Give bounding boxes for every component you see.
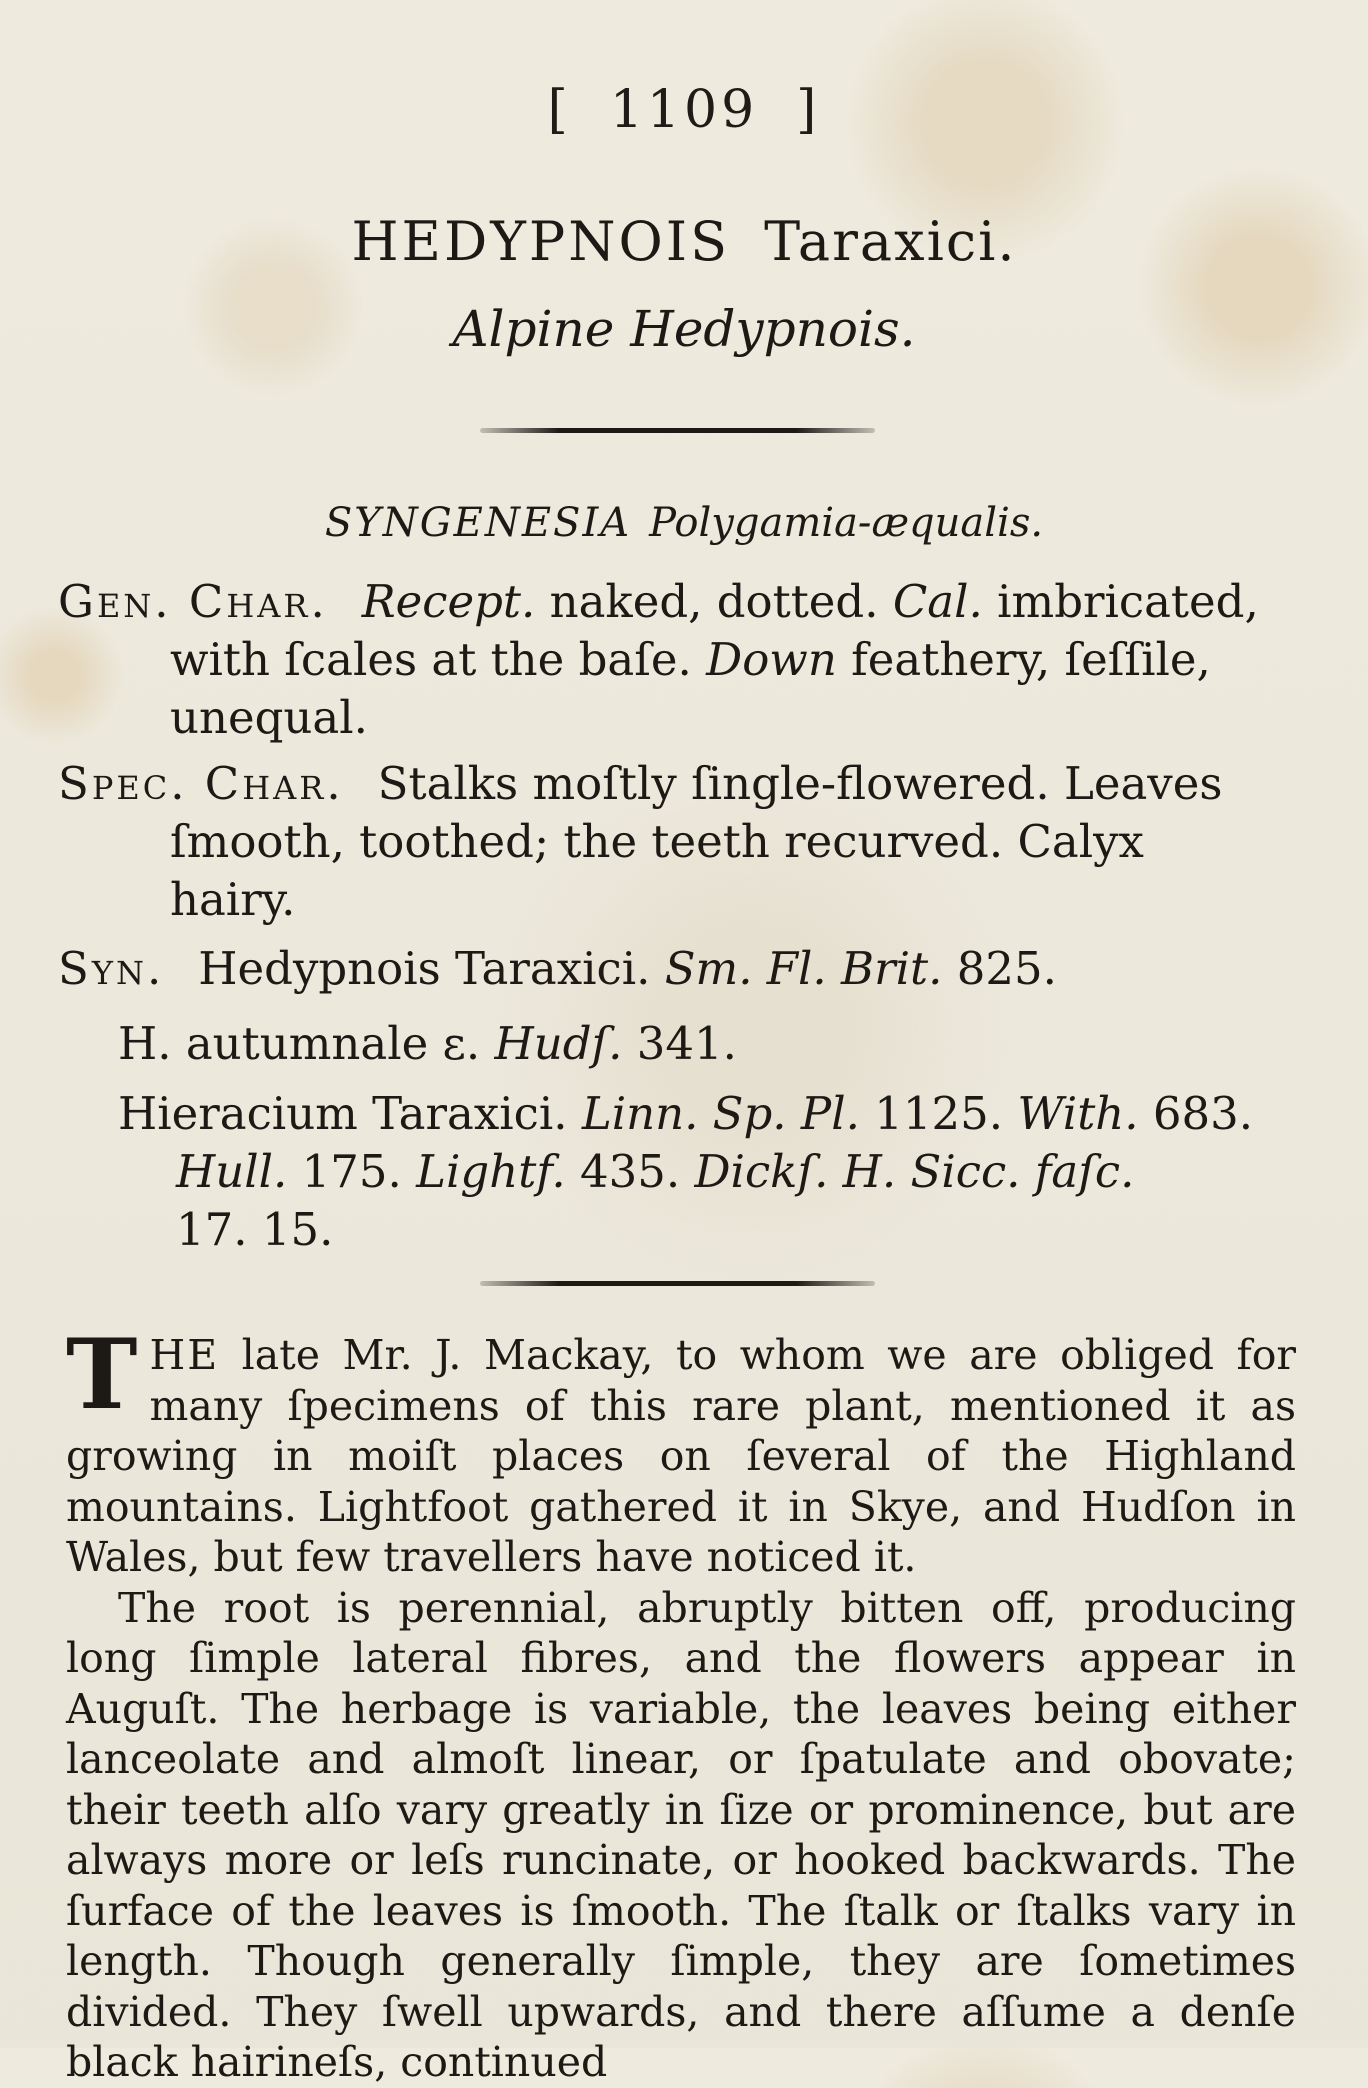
gen-char-text: Cal.: [892, 575, 983, 628]
paragraph: The root is perennial, abruptly bitten off, producing long ſimple lateral fibres, and the flowers appear in Auguſt. The herbage is variable, the leaves being either lanceolate and almoſt linear, or ſpatulate and obovate; their teeth alſo vary greatly in ſize or prominence, but are always more or leſs runcinate, or hooked backwards. The ſurface of the leaves is ſmooth. The ſtalk or ſtalks vary in length. Though generally ſimple, they are ſometimes divided. They ſwell upwards, and there aſſume a denſe black hairineſs, continued: [66, 1583, 1296, 2086]
generic-character: [58, 573, 1298, 747]
paragraph-text: late Mr. J. Mackay, to whom we are obliged for many ſpecimens of this rare plant, mentioned it as growing in moiſt places on ſeveral of the Highland mountains. Lightfoot gathered it in Skye, and Hudſon in Wales, but few travellers have noticed it.: [66, 1331, 1296, 1581]
syn-text: 341.: [622, 1017, 737, 1070]
synonymy: [58, 940, 1298, 998]
syn-text: 175.: [287, 1145, 417, 1198]
syn-text: Hieracium Taraxici.: [118, 1087, 582, 1140]
order-name: Polygamia-æqualis.: [649, 500, 1044, 546]
syn-reference: Hull.: [176, 1145, 288, 1198]
syn-text: Hedypnois Taraxici.: [198, 942, 665, 995]
syn-text: 1125.: [859, 1087, 1018, 1140]
gen-char-text: Recept.: [361, 575, 536, 628]
syn-reference: Lightf.: [416, 1145, 566, 1198]
linnaean-classification: [0, 500, 1368, 546]
description-body: [66, 1318, 1296, 2088]
spec-char-line: hairy.: [170, 873, 296, 926]
synonym-line: [118, 1015, 1318, 1073]
syn-reference: With.: [1017, 1087, 1139, 1140]
syn-reference: Hudſ.: [494, 1017, 623, 1070]
divider-rule-bottom: [480, 1281, 875, 1286]
synonym-line: [118, 1085, 1318, 1259]
page-number: [0, 80, 1368, 140]
syn-text: H. autumnale ε.: [118, 1017, 495, 1070]
synonym-continuation: 17. 15.: [176, 1203, 334, 1256]
species-title: [0, 210, 1368, 273]
syn-reference: Sm. Fl. Brit.: [664, 942, 943, 995]
gen-char-text: with ſcales at the baſe.: [170, 633, 707, 686]
spec-char-text: Stalks moſtly ſingle-flowered. Leaves: [377, 757, 1223, 810]
paragraph-lead: HE: [149, 1331, 220, 1379]
gen-char-line: [58, 631, 1298, 689]
synonym-continuation: [118, 1143, 1318, 1201]
syn-heading: Syn.: [58, 942, 165, 995]
gen-char-text: naked, dotted.: [535, 575, 893, 628]
divider-rule-top: [480, 428, 875, 433]
syn-text: 683.: [1138, 1087, 1254, 1140]
page-number-open-bracket: [: [547, 80, 572, 140]
drop-cap: T: [66, 1318, 138, 1431]
spec-char-heading: Spec. Char.: [58, 757, 344, 810]
gen-char-text: imbricated,: [982, 575, 1259, 628]
syn-reference: Linn. Sp. Pl.: [581, 1087, 860, 1140]
common-name: Alpine Hedypnois.: [452, 300, 916, 358]
page-number-value: 1109: [609, 80, 759, 140]
page-number-close-bracket: ]: [796, 80, 821, 140]
class-name: SYNGENESIA: [324, 500, 632, 546]
paragraph: [66, 1318, 1296, 1583]
spec-char-line: ſmooth, toothed; the teeth recurved. Calyx: [170, 815, 1144, 868]
gen-char-text: feathery, ſeſſile,: [836, 633, 1211, 686]
gen-char-text: Down: [706, 633, 837, 686]
genus-name: HEDYPNOIS: [351, 210, 731, 273]
syn-reference: Dickſ. H. Sicc. faſc.: [694, 1145, 1135, 1198]
species-name: Taraxici.: [764, 210, 1017, 273]
syn-text: 825.: [942, 942, 1057, 995]
syn-text: 435.: [565, 1145, 695, 1198]
specific-character: [58, 755, 1298, 929]
gen-char-heading: Gen. Char.: [58, 575, 328, 628]
gen-char-line: unequal.: [170, 691, 368, 744]
